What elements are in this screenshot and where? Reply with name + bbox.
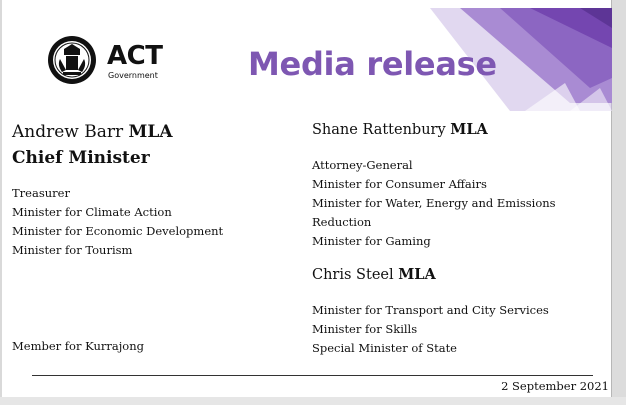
portfolio-list — [312, 301, 612, 358]
portfolio-item: Minister for Tourism — [12, 243, 133, 257]
act-government-logo — [47, 35, 187, 87]
page-bottom-edge — [0, 397, 626, 405]
portfolio-item: Minister for Gaming — [312, 234, 431, 248]
minister-block-barr — [12, 120, 292, 260]
portfolio-item: Treasurer — [12, 186, 70, 200]
act-seal-icon — [47, 35, 97, 85]
portfolio-item: Minister for Economic Development — [12, 224, 224, 238]
divider — [32, 375, 593, 376]
minister-role: Chief Minister — [12, 148, 150, 168]
portfolio-item: Minister for Climate Action — [12, 205, 172, 219]
portfolio-list — [12, 184, 292, 260]
portfolio-item: Minister for Water, Energy and Emissions Reduction — [312, 196, 556, 229]
page-gutter — [612, 0, 626, 405]
minister-block-others — [312, 120, 612, 358]
minister-name: Andrew Barr MLA — [12, 122, 173, 142]
media-release-title: Media release — [248, 45, 497, 83]
release-date: 2 September 2021 — [501, 379, 609, 393]
portfolio-item: Minister for Transport and City Services — [312, 303, 549, 317]
page-edge-left — [0, 0, 2, 405]
electorate: Member for Kurrajong — [12, 339, 144, 353]
logo-wordmark: ACT — [107, 41, 163, 71]
logo-subtitle: Government — [108, 71, 158, 80]
portfolio-item: Attorney-General — [312, 158, 413, 172]
minister-block-steel — [312, 265, 612, 358]
minister-block-rattenbury — [312, 120, 612, 251]
minister-name: Chris Steel MLA — [312, 266, 436, 283]
minister-name: Shane Rattenbury MLA — [312, 121, 488, 138]
portfolio-item: Minister for Skills — [312, 322, 418, 336]
portfolio-item: Special Minister of State — [312, 341, 457, 355]
portfolio-list — [312, 156, 612, 251]
portfolio-item: Minister for Consumer Affairs — [312, 177, 487, 191]
